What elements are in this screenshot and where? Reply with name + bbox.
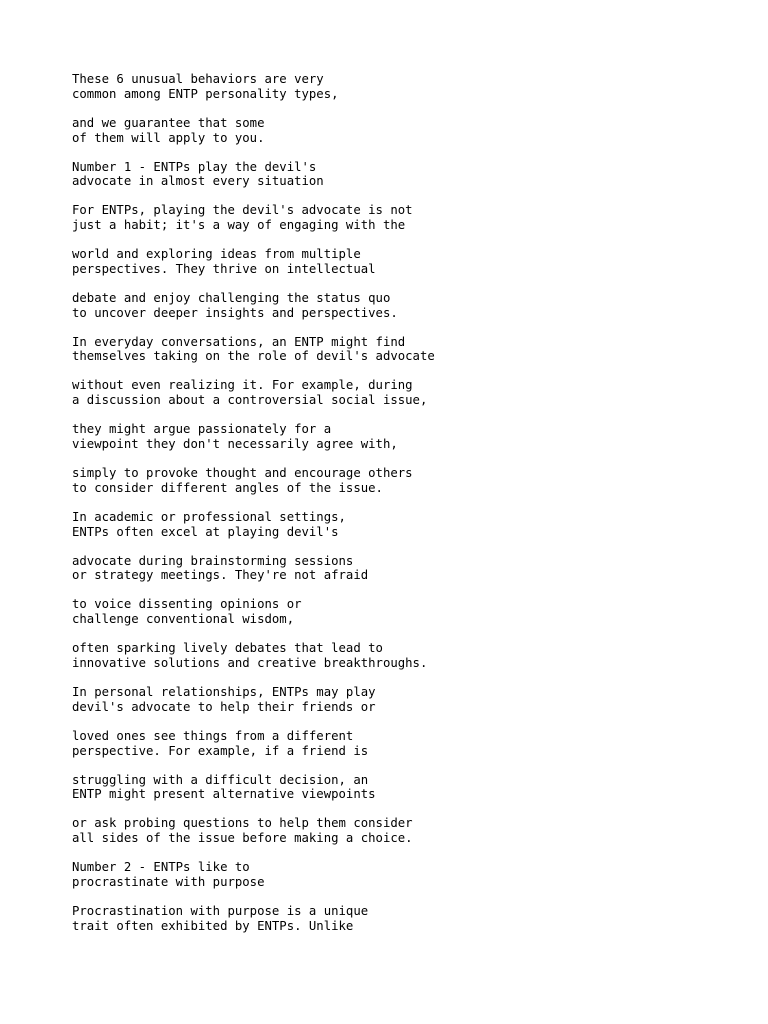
document-body bbox=[72, 72, 712, 948]
paragraph bbox=[72, 335, 712, 365]
text-line: ENTPs often excel at playing devil's bbox=[72, 524, 339, 539]
text-line: debate and enjoy challenging the status quo bbox=[72, 290, 391, 305]
text-line: to uncover deeper insights and perspectives. bbox=[72, 305, 398, 320]
paragraph bbox=[72, 160, 712, 190]
paragraph bbox=[72, 291, 712, 321]
text-line: to consider different angles of the issue. bbox=[72, 480, 383, 495]
paragraph bbox=[72, 422, 712, 452]
text-line: Number 2 - ENTPs like to bbox=[72, 860, 250, 875]
text-line: trait often exhibited by ENTPs. Unlike bbox=[72, 918, 354, 933]
paragraph bbox=[72, 904, 712, 934]
text-line: perspectives. They thrive on intellectual bbox=[72, 261, 376, 276]
text-line: procrastinate with purpose bbox=[72, 874, 265, 889]
paragraph bbox=[72, 72, 712, 102]
text-line: advocate in almost every situation bbox=[72, 174, 324, 189]
text-line: world and exploring ideas from multiple bbox=[72, 247, 361, 262]
paragraph bbox=[72, 378, 712, 408]
text-line: to voice dissenting opinions or bbox=[72, 597, 302, 612]
text-line: Procrastination with purpose is a unique bbox=[72, 903, 369, 918]
text-line: often sparking lively debates that lead to bbox=[72, 641, 383, 656]
text-line: perspective. For example, if a friend is bbox=[72, 743, 369, 758]
text-line: ENTP might present alternative viewpoints bbox=[72, 787, 376, 802]
text-line: themselves taking on the role of devil's advocate bbox=[72, 349, 435, 364]
paragraph bbox=[72, 729, 712, 759]
text-line: In academic or professional settings, bbox=[72, 509, 346, 524]
text-line: or ask probing questions to help them consider bbox=[72, 816, 413, 831]
paragraph bbox=[72, 116, 712, 146]
text-line: devil's advocate to help their friends or bbox=[72, 699, 376, 714]
paragraph bbox=[72, 597, 712, 627]
text-line: innovative solutions and creative breakthroughs. bbox=[72, 655, 428, 670]
paragraph bbox=[72, 203, 712, 233]
text-line: For ENTPs, playing the devil's advocate is not bbox=[72, 203, 413, 218]
text-line: Number 1 - ENTPs play the devil's bbox=[72, 159, 317, 174]
text-line: simply to provoke thought and encourage others bbox=[72, 466, 413, 481]
paragraph bbox=[72, 247, 712, 277]
text-line: In personal relationships, ENTPs may play bbox=[72, 684, 376, 699]
text-line: struggling with a difficult decision, an bbox=[72, 772, 369, 787]
text-line: loved ones see things from a different bbox=[72, 728, 354, 743]
text-line: challenge conventional wisdom, bbox=[72, 612, 295, 627]
paragraph bbox=[72, 685, 712, 715]
text-line: or strategy meetings. They're not afraid bbox=[72, 568, 369, 583]
text-line: common among ENTP personality types, bbox=[72, 86, 339, 101]
paragraph bbox=[72, 641, 712, 671]
paragraph bbox=[72, 510, 712, 540]
text-line: just a habit; it's a way of engaging with the bbox=[72, 218, 406, 233]
paragraph bbox=[72, 816, 712, 846]
text-line: all sides of the issue before making a choice. bbox=[72, 831, 413, 846]
text-line: a discussion about a controversial social issue, bbox=[72, 393, 428, 408]
text-line: viewpoint they don't necessarily agree with, bbox=[72, 437, 398, 452]
text-line: they might argue passionately for a bbox=[72, 422, 332, 437]
paragraph bbox=[72, 773, 712, 803]
text-line: without even realizing it. For example, during bbox=[72, 378, 413, 393]
paragraph bbox=[72, 554, 712, 584]
text-line: In everyday conversations, an ENTP might find bbox=[72, 334, 406, 349]
text-line: advocate during brainstorming sessions bbox=[72, 553, 354, 568]
paragraph bbox=[72, 466, 712, 496]
text-line: of them will apply to you. bbox=[72, 130, 265, 145]
text-line: These 6 unusual behaviors are very bbox=[72, 72, 324, 86]
paragraph bbox=[72, 860, 712, 890]
text-line: and we guarantee that some bbox=[72, 115, 265, 130]
